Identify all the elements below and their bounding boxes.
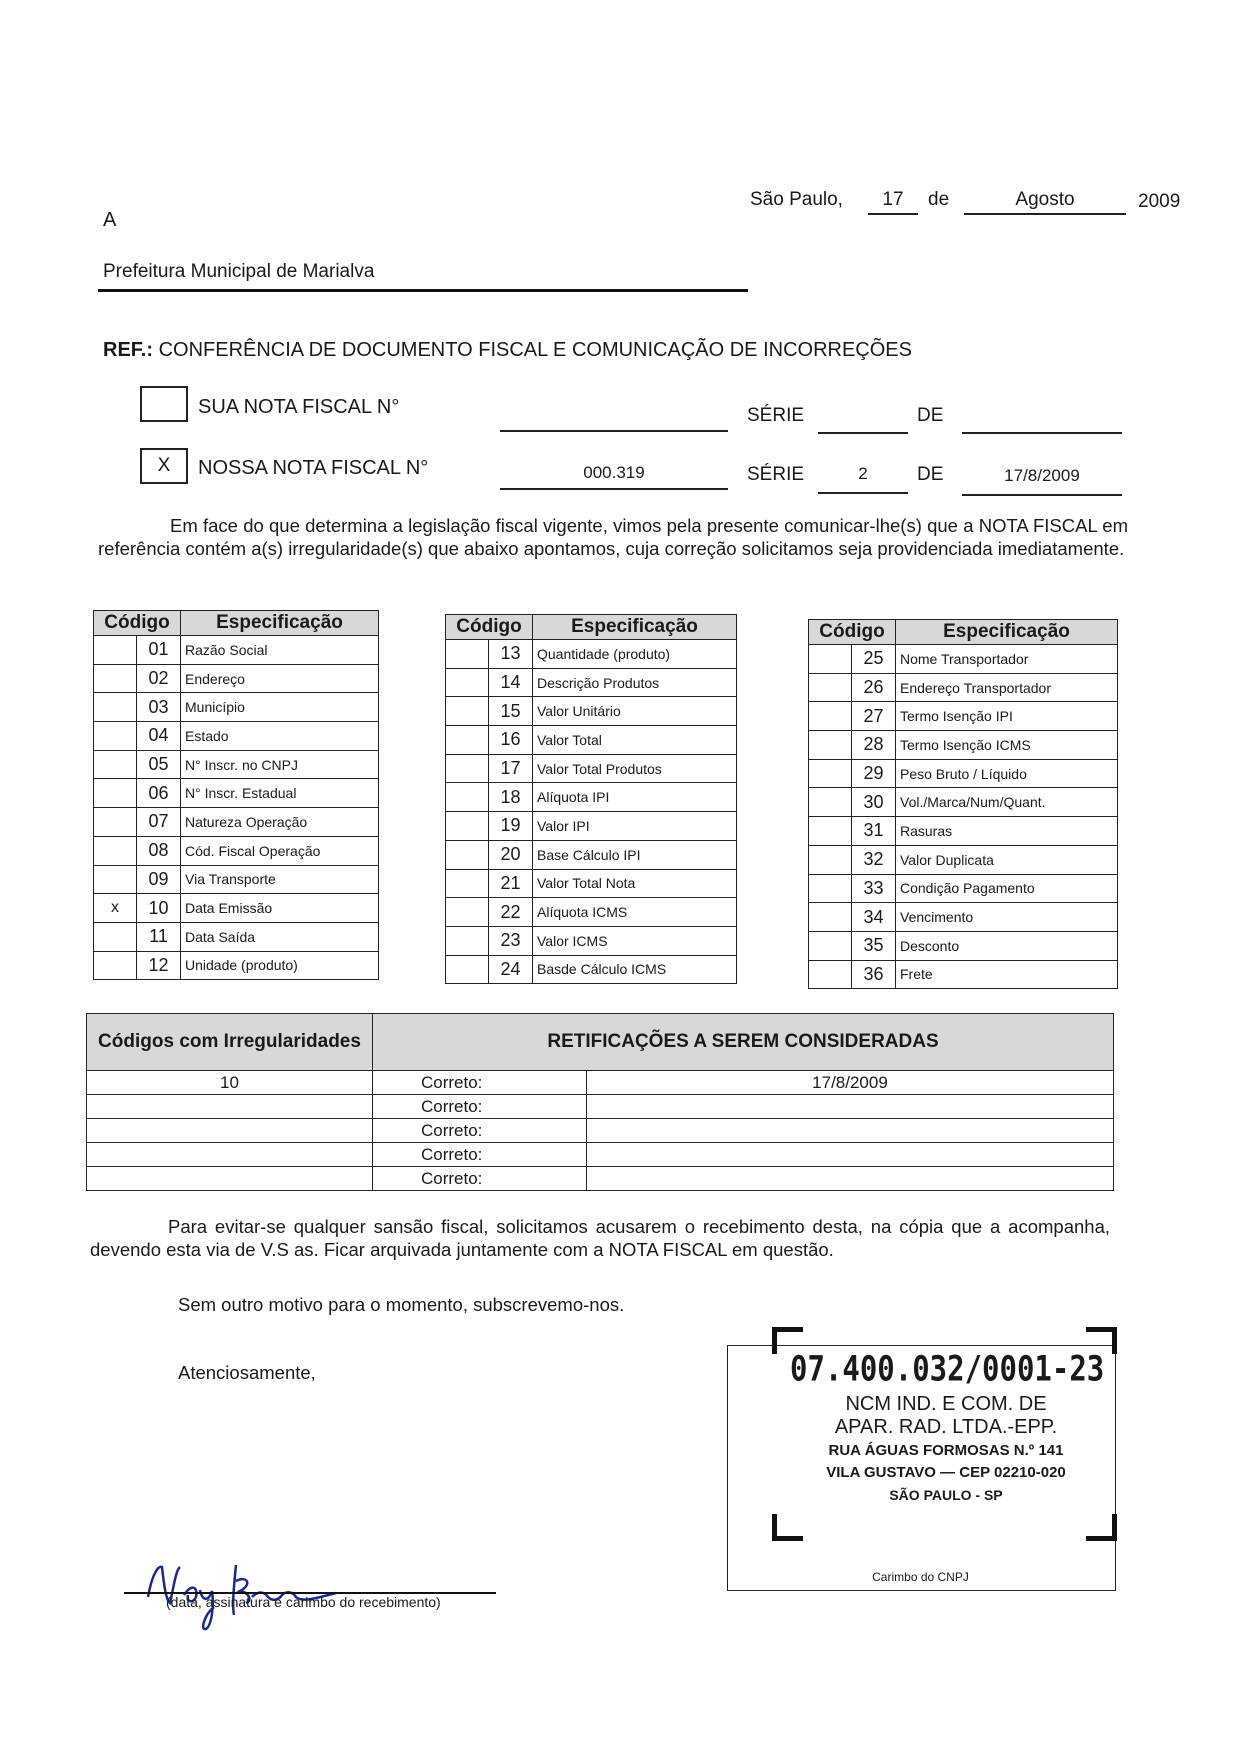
code-description: Cód. Fiscal Operação [181,836,379,865]
code-number: 23 [489,926,533,955]
code-row [446,668,737,697]
code-row [809,817,1118,846]
nossa-nota-de-label: DE [917,464,944,485]
code-description: Razão Social [181,636,379,665]
code-mark-cell[interactable] [94,750,137,779]
code-mark-cell[interactable] [446,754,489,783]
code-description: Estado [181,722,379,751]
code-description: N° Inscr. Estadual [181,779,379,808]
code-row [94,693,379,722]
code-description: Termo Isenção IPI [896,702,1118,731]
code-row [94,722,379,751]
code-description: N° Inscr. no CNPJ [181,750,379,779]
code-description: Vencimento [896,903,1118,932]
code-number: 01 [137,636,181,665]
code-number: 26 [852,673,896,702]
city: São Paulo, [750,189,843,210]
code-mark-cell[interactable]: x [94,894,137,923]
sua-nota-checkbox[interactable] [140,386,188,422]
code-number: 21 [489,869,533,898]
code-mark-cell[interactable] [809,817,852,846]
code-number: 16 [489,726,533,755]
code-number: 12 [137,951,181,980]
retificacao-row [87,1119,1114,1143]
nossa-nota-serie: 2 [858,464,868,483]
retificacao-row [87,1095,1114,1119]
handwritten-signature [140,1545,360,1635]
ref-title [103,339,912,362]
code-description: Quantidade (produto) [533,640,737,669]
code-mark-cell[interactable] [809,874,852,903]
code-row [809,731,1118,760]
code-row [446,754,737,783]
code-number: 34 [852,903,896,932]
code-mark-cell[interactable] [446,812,489,841]
code-number: 06 [137,779,181,808]
spec-header: Especificação [533,615,737,640]
code-mark-cell[interactable] [809,960,852,989]
irregular-code-cell[interactable] [87,1119,373,1143]
spec-header: Especificação [181,611,379,636]
code-mark-cell[interactable] [809,759,852,788]
code-description: Via Transporte [181,865,379,894]
code-number: 33 [852,874,896,903]
code-mark-cell[interactable] [94,836,137,865]
correto-value[interactable] [587,1095,1114,1119]
code-description: Alíquota IPI [533,783,737,812]
sua-nota-de-label: DE [917,405,944,426]
code-mark-cell[interactable] [809,845,852,874]
code-row [809,845,1118,874]
spec-header: Especificação [896,620,1118,645]
code-number: 02 [137,664,181,693]
code-description: Frete [896,960,1118,989]
code-number: 35 [852,931,896,960]
code-description: Peso Bruto / Líquido [896,759,1118,788]
code-number: 29 [852,759,896,788]
code-row [809,702,1118,731]
ref-label: REF.: [103,339,153,361]
irregular-code-cell[interactable]: 10 [87,1071,373,1095]
code-mark-cell[interactable] [446,955,489,984]
code-table-1 [93,610,379,980]
ref-text: CONFERÊNCIA DE DOCUMENTO FISCAL E COMUNICAÇÃO DE INCORREÇÕES [158,339,912,361]
code-description: Valor ICMS [533,926,737,955]
code-mark-cell[interactable] [446,668,489,697]
code-mark-cell[interactable] [446,697,489,726]
code-number: 11 [137,922,181,951]
code-row [94,836,379,865]
code-row [446,812,737,841]
code-row [94,865,379,894]
irregular-codes-header: Códigos com Irregularidades [87,1014,373,1071]
code-mark-cell[interactable] [809,645,852,674]
code-number: 08 [137,836,181,865]
correto-label: Correto: [373,1071,587,1095]
retificacao-row [87,1167,1114,1191]
closing-line: Sem outro motivo para o momento, subscrevemo-nos. [178,1294,625,1315]
code-mark-cell[interactable] [94,693,137,722]
correto-label: Correto: [373,1167,587,1191]
code-row [446,726,737,755]
code-number: 28 [852,731,896,760]
nossa-nota-checkbox[interactable]: X [140,448,188,484]
code-row [94,750,379,779]
code-number: 31 [852,817,896,846]
code-mark-cell[interactable] [94,779,137,808]
code-number: 03 [137,693,181,722]
code-header: Código [446,615,533,640]
code-description: Município [181,693,379,722]
code-row [94,808,379,837]
correto-value[interactable] [587,1119,1114,1143]
code-row [446,840,737,869]
code-description: Data Saída [181,922,379,951]
stamp-caption: Carimbo do CNPJ [872,1570,969,1584]
code-row [809,874,1118,903]
code-mark-cell[interactable] [446,640,489,669]
code-mark-cell[interactable] [94,808,137,837]
code-mark-cell[interactable] [446,869,489,898]
code-mark-cell[interactable] [809,931,852,960]
code-description: Natureza Operação [181,808,379,837]
code-row [446,869,737,898]
day: 17 [882,189,904,210]
code-row [809,903,1118,932]
code-mark-cell[interactable] [94,922,137,951]
de-label: de [928,189,950,210]
retificacao-row [87,1071,1114,1095]
code-row [94,636,379,665]
greeting: Atenciosamente, [178,1362,316,1383]
code-row [809,759,1118,788]
intro-paragraph: Em face do que determina a legislação fiscal vigente, vimos pela presente comunicar-lhe(s) que a NOTA FISCAL em referência contém a(s) irregularidade(s) que abaixo apontamos, cuja correção solicitamos seja providenciada imediatamente. [98,515,1128,559]
code-number: 22 [489,898,533,927]
code-row [94,664,379,693]
code-description: Valor Total Produtos [533,754,737,783]
code-number: 07 [137,808,181,837]
code-number: 13 [489,640,533,669]
code-number: 25 [852,645,896,674]
stamp-line4: VILA GUSTAVO — CEP 02210-020 [826,1464,1066,1481]
code-mark-cell[interactable] [94,636,137,665]
year: 2009 [1138,191,1181,212]
code-row [446,926,737,955]
code-description: Alíquota ICMS [533,898,737,927]
code-mark-cell[interactable] [446,726,489,755]
retificacao-row [87,1143,1114,1167]
correto-value[interactable] [587,1143,1114,1167]
code-row [446,783,737,812]
nossa-nota-serie-label: SÉRIE [747,464,805,485]
code-description: Vol./Marca/Num/Quant. [896,788,1118,817]
code-number: 10 [137,894,181,923]
code-mark-cell[interactable] [446,898,489,927]
code-number: 19 [489,812,533,841]
code-header: Código [809,620,896,645]
stamp-line5: SÃO PAULO - SP [889,1487,1003,1503]
stamp-line3: RUA ÁGUAS FORMOSAS N.º 141 [828,1442,1064,1459]
sua-nota-serie-label: SÉRIE [747,405,805,426]
code-number: 09 [137,865,181,894]
code-number: 14 [489,668,533,697]
code-row [446,697,737,726]
code-number: 36 [852,960,896,989]
retificacoes-table [86,1013,1114,1191]
code-mark-cell[interactable] [94,951,137,980]
nossa-nota-number: 000.319 [583,463,645,482]
to-label: A [103,209,117,231]
code-description: Condição Pagamento [896,874,1118,903]
code-mark-cell[interactable] [94,722,137,751]
code-row [809,645,1118,674]
code-description: Valor Unitário [533,697,737,726]
code-mark-cell[interactable] [446,926,489,955]
code-description: Valor Total [533,726,737,755]
code-row [94,779,379,808]
code-description: Data Emissão [181,894,379,923]
code-row [809,960,1118,989]
nossa-nota-label: NOSSA NOTA FISCAL N° [198,457,429,479]
code-number: 27 [852,702,896,731]
stamp-line2: APAR. RAD. LTDA.-EPP. [834,1416,1058,1438]
code-description: Nome Transportador [896,645,1118,674]
code-number: 17 [489,754,533,783]
code-number: 30 [852,788,896,817]
code-description: Rasuras [896,817,1118,846]
code-row [809,931,1118,960]
code-row [446,955,737,984]
code-description: Valor Duplicata [896,845,1118,874]
code-mark-cell[interactable] [809,702,852,731]
code-mark-cell[interactable] [809,731,852,760]
correto-label: Correto: [373,1143,587,1167]
code-description: Valor IPI [533,812,737,841]
code-mark-cell[interactable] [446,840,489,869]
code-number: 04 [137,722,181,751]
correto-value[interactable] [587,1167,1114,1191]
stamp-cnpj: 07.400.032/0001-23 [790,1348,1105,1389]
correto-value[interactable]: 17/8/2009 [587,1071,1114,1095]
code-description: Base Cálculo IPI [533,840,737,869]
code-mark-cell[interactable] [94,664,137,693]
nossa-nota-date: 17/8/2009 [1004,466,1080,485]
code-row [809,673,1118,702]
code-description: Endereço [181,664,379,693]
sua-nota-label: SUA NOTA FISCAL N° [198,396,400,418]
irregular-code-cell[interactable] [87,1143,373,1167]
code-description: Endereço Transportador [896,673,1118,702]
code-row [809,788,1118,817]
code-description: Basde Cálculo ICMS [533,955,737,984]
code-description: Valor Total Nota [533,869,737,898]
code-header: Código [94,611,181,636]
code-description: Desconto [896,931,1118,960]
recipient: Prefeitura Municipal de Marialva [103,261,375,282]
code-mark-cell[interactable] [94,865,137,894]
irregular-code-cell[interactable] [87,1095,373,1119]
code-row [94,922,379,951]
code-number: 24 [489,955,533,984]
code-number: 05 [137,750,181,779]
correto-label: Correto: [373,1119,587,1143]
signature-caption: (data, assinatura e carimbo do recebimento) [166,1594,441,1610]
code-number: 15 [489,697,533,726]
code-number: 18 [489,783,533,812]
code-mark-cell[interactable] [446,783,489,812]
stamp-line1: NCM IND. E COM. DE [845,1393,1047,1415]
closing-paragraph: Para evitar-se qualquer sansão fiscal, solicitamos acusarem o recebimento desta, na cópia que a acompanha, devendo esta via de V.S as. Ficar arquivada juntamente com a NOTA FISCAL em questão. [90,1216,1110,1260]
irregular-code-cell[interactable] [87,1167,373,1191]
code-mark-cell[interactable] [809,788,852,817]
code-number: 32 [852,845,896,874]
code-number: 20 [489,840,533,869]
code-row [94,951,379,980]
code-row [446,898,737,927]
code-description: Unidade (produto) [181,951,379,980]
code-row [94,894,379,923]
code-description: Descrição Produtos [533,668,737,697]
retificacoes-header: RETIFICAÇÕES A SEREM CONSIDERADAS [373,1014,1114,1071]
month: Agosto [1015,189,1075,210]
code-row [446,640,737,669]
code-mark-cell[interactable] [809,903,852,932]
code-mark-cell[interactable] [809,673,852,702]
code-description: Termo Isenção ICMS [896,731,1118,760]
code-table-3 [808,619,1118,989]
correto-label: Correto: [373,1095,587,1119]
code-table-2 [445,614,737,984]
